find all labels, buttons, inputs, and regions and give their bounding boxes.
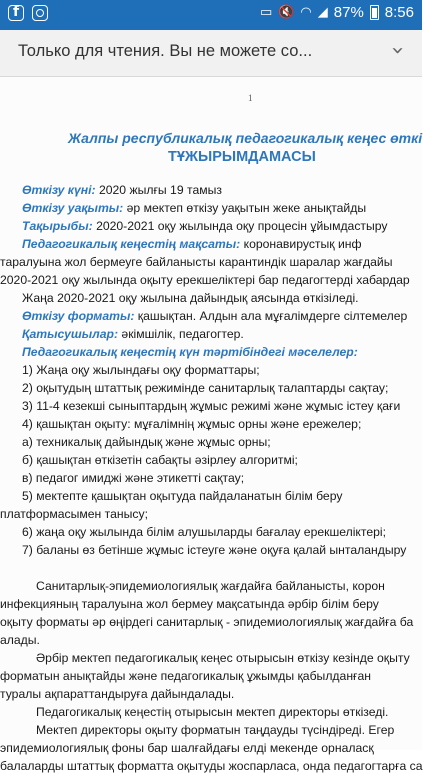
- chevron-down-icon[interactable]: ›: [385, 46, 411, 55]
- paragraph-line: Әрбір мектеп педагогикалық кеңес отырысын өткізу кезінде оқыту: [36, 651, 410, 665]
- meta-line: Қатысушылар: әкімшілік, педагогтер.: [22, 327, 244, 341]
- page-number: 1: [248, 93, 253, 103]
- read-only-banner[interactable]: [0, 30, 422, 77]
- agenda-item: платформасымен танысу;: [0, 507, 148, 521]
- instagram-icon: [32, 5, 48, 21]
- agenda-item: а) техникалық дайындық және жұмыс орны;: [22, 435, 271, 449]
- paragraph-line: туралы ақпараттандыруға дайындалады.: [0, 687, 235, 701]
- paragraph-line: инфекцияның таралуына жол бермеу мақсатында әрбір білім беру: [0, 597, 379, 611]
- meta-line: Өткізу форматы: қашықтан. Алдын ала мұғалімдерге сілтемелер: [22, 309, 408, 323]
- agenda-item: 1) Жаңа оқу жылындағы оқу форматтары;: [22, 363, 260, 377]
- paragraph-line: алады.: [0, 633, 40, 647]
- battery-percent: 87%: [333, 4, 364, 21]
- meta-line: Өткізу күні: 2020 жылғы 19 тамыз: [22, 183, 222, 197]
- meta-line: Өткізу уақыты: әр мектеп өткізу уақытын жеке анықтайды: [22, 201, 367, 215]
- agenda-item: 6) жаңа оқу жылында білім алушыларды бағалау ерекшеліктері;: [22, 525, 386, 539]
- facebook-icon: [8, 5, 24, 21]
- text-line: Жаңа 2020-2021 оқу жылына дайындық аясында өткізіледі.: [22, 291, 359, 305]
- mute-icon: 🔇: [278, 5, 295, 20]
- text-line: 2020-2021 оқу жылында оқыту ерекшеліктері бар педагогтерді хабардар: [0, 273, 410, 287]
- agenda-item: 5) мектепте қашықтан оқытуда пайдаланатын білім беру: [22, 489, 343, 503]
- document-view[interactable]: [0, 77, 423, 773]
- paragraph-line: Мектеп директоры оқыту форматын таңдауды түсіндіреді. Егер: [36, 723, 395, 737]
- battery-icon: [370, 5, 379, 20]
- cast-icon: ▭: [259, 5, 273, 20]
- paragraph-line: балаларды штаттық форматта оқытуды жоспарласа, онда педагогтарға са: [0, 759, 423, 773]
- paragraph-line: Педагогикалық кеңестің отырысын мектеп директоры өткізеді.: [36, 705, 389, 719]
- paragraph-line: эпидемиологиялық фоны бар шалғайдағы елді мекенде орналасқ: [0, 741, 374, 755]
- meta-line: Педагогикалық кеңестің күн тәртібіндегі мәселелер:: [22, 345, 358, 359]
- status-bar: [0, 0, 422, 30]
- agenda-item: 4) қашықтан оқыту: мұғалімнің жұмыс орны және ережелер;: [22, 417, 362, 431]
- agenda-item: 7) баланы өз бетінше жұмыс істеуге және оқуға қалай ынталандыру: [22, 543, 407, 557]
- agenda-item: б) қашықтан өткізетін сабақты әзірлеу алгоритмі;: [22, 453, 298, 467]
- wifi-icon: ◠: [300, 5, 312, 20]
- doc-title-line1: Жалпы республикалық педагогикалық кеңес өткі: [68, 130, 423, 146]
- paragraph-line: Санитарлық-эпидемиологиялық жағдайға байланысты, корон: [36, 579, 385, 593]
- signal-icon: ◢: [317, 5, 328, 20]
- meta-line: Тақырыбы: 2020-2021 оқу жылында оқу процесін ұйымдастыру: [22, 219, 388, 233]
- paragraph-line: оқыту форматы әр өңірдегі санитарлық - эпидемиологиялық жағдайға ба: [0, 615, 414, 629]
- status-right: [260, 4, 414, 21]
- doc-title-line2: ТҰЖЫРЫМДАМАСЫ: [168, 149, 316, 165]
- agenda-item: 2) оқытудың штаттық режимінде санитарлық талаптарды сақтау;: [22, 381, 389, 395]
- agenda-item: 3) 11-4 кезекші сыныптардың жұмыс режимі және жұмыс істеу қағи: [22, 399, 401, 413]
- status-left: [8, 5, 48, 21]
- meta-line: Педагогикалық кеңестің мақсаты: коронавирустық инф: [22, 237, 362, 251]
- read-only-notice: Только для чтения. Вы не можете со...: [18, 42, 313, 60]
- text-line: таралуына жол бермеуге байланысты карантиндік шаралар жағдайы: [0, 255, 393, 269]
- clock: 8:56: [384, 4, 414, 21]
- agenda-item: в) педагог имиджі және этикетті сақтау;: [22, 471, 245, 485]
- paragraph-line: форматын анықтайды және педагогикалық ұжымды қабылданған: [0, 669, 371, 683]
